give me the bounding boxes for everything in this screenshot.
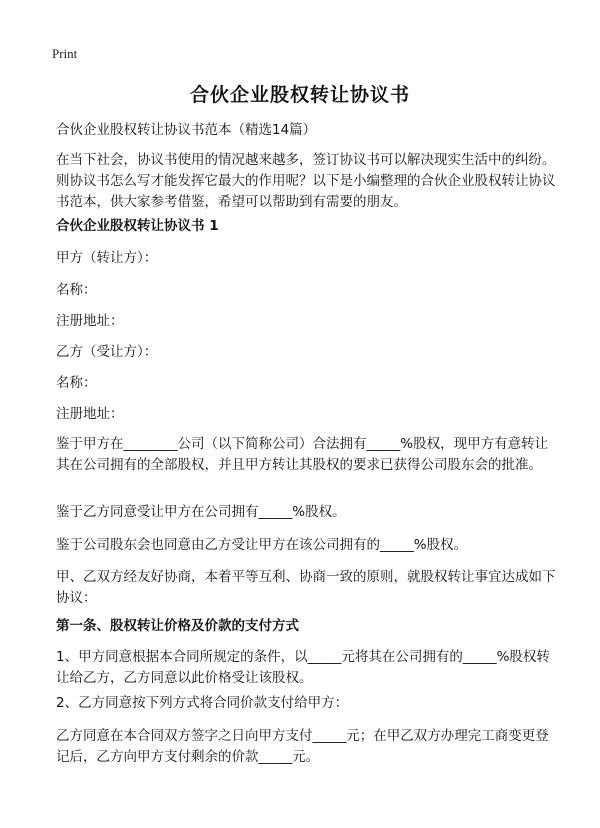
party-b-label: 乙方（受让方）：	[56, 344, 158, 360]
whereas-clause-2: 鉴于乙方同意受让甲方在公司拥有_____%股权。	[56, 504, 346, 520]
article-1-item-1: 1、甲方同意根据本合同所规定的条件，以_____元将其在公司拥有的_____%股权转让给乙方，乙方同意以此价格受让该股权。	[56, 649, 550, 686]
whereas-clause-3: 鉴于公司股东会也同意由乙方受让甲方在该公司拥有的_____%股权。	[56, 537, 468, 553]
party-a-address-label: 注册地址：	[56, 313, 124, 329]
intro-paragraph: 在当下社会，协议书使用的情况越来越多，签订协议书可以解决现实生活中的纠纷。则协议书怎么写才能发挥它最大的作用呢？以下是小编整理的合伙企业股权转让协议书范本，供大家参考借鉴，希望可以帮助到有需要的朋友。	[56, 152, 556, 210]
article-1-item-2: 2、乙方同意按下列方式将合同价款支付给甲方：	[56, 695, 349, 711]
document-title: 合伙企业股权转让协议书	[189, 84, 410, 106]
section-heading-1: 合伙企业股权转让协议书 1	[56, 218, 219, 234]
print-label: Print	[52, 46, 78, 61]
party-b-address-label: 注册地址：	[56, 406, 124, 422]
party-b-name-label: 名称：	[56, 375, 97, 391]
whereas-clause-1: 鉴于甲方在________公司（以下简称公司）合法拥有_____%股权，现甲方有意转让其在公司拥有的全部股权，并且甲方转让其股权的要求已获得公司股东会的批准。	[56, 436, 549, 473]
party-a-name-label: 名称：	[56, 282, 97, 298]
article-1-item-2-detail: 乙方同意在本合同双方签字之日向甲方支付_____元；在甲乙双方办理完工商变更登记后，乙方向甲方支付剩余的价款_____元。	[56, 728, 549, 765]
document-subtitle: 合伙企业股权转让协议书范本（精选14篇）	[56, 122, 317, 138]
agreement-clause: 甲、乙双方经友好协商，本着平等互利、协商一致的原则，就股权转让事宜达成如下协议：	[56, 569, 556, 606]
party-a-label: 甲方（转让方）：	[56, 250, 158, 266]
article-1-heading: 第一条、股权转让价格及价款的支付方式	[56, 618, 299, 634]
